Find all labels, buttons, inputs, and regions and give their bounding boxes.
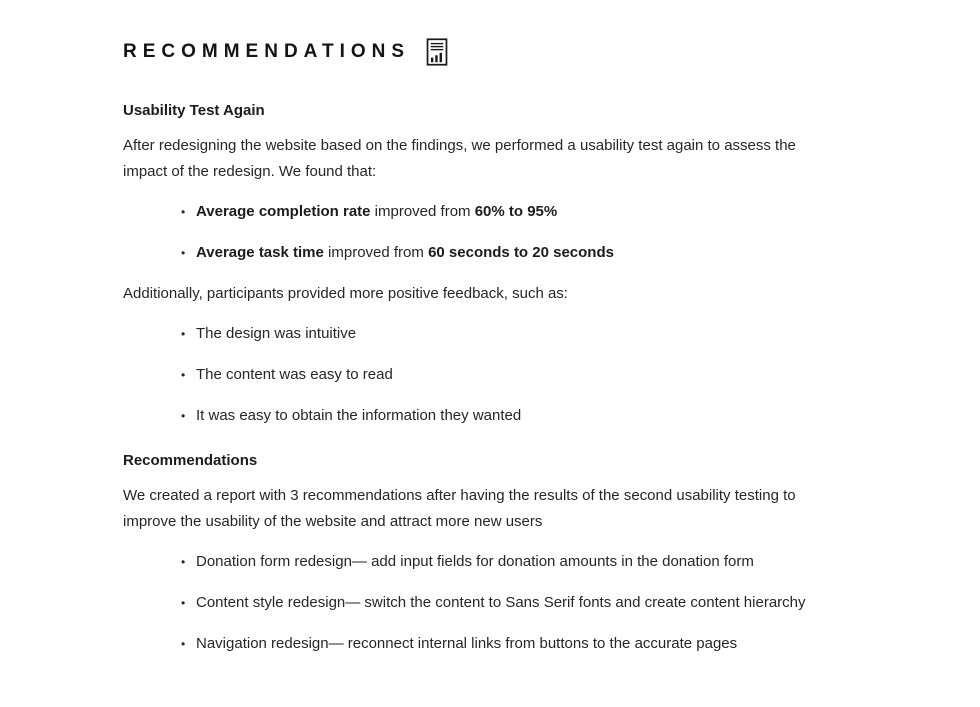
feedback-list	[123, 321, 823, 429]
metric-mid-text: improved from	[323, 244, 429, 261]
list-item: • Navigation redesign— reconnect internal links from buttons to the accurate pages	[181, 631, 823, 657]
list-item: • The design was intuitive	[181, 321, 823, 347]
metric-label: Average completion rate	[196, 203, 371, 220]
feedback-intro-paragraph: Additionally, participants provided more positive feedback, such as:	[123, 285, 568, 302]
list-item	[181, 199, 823, 225]
list-item: • The content was easy to read	[181, 362, 823, 388]
recommendations-intro-paragraph: We created a report with 3 recommendations after having the results of the second usability testing to improve the usability of the website and attract more new users	[123, 487, 796, 530]
metric-label: Average task time	[196, 244, 324, 261]
report-chart-icon	[423, 38, 451, 66]
usability-intro-paragraph: After redesigning the website based on the findings, we performed a usability test again to assess the impact of the redesign. We found that:	[123, 137, 796, 180]
recommendations-section-heading: Recommendations	[123, 452, 258, 469]
list-item: • Donation form redesign— add input fields for donation amounts in the donation form	[181, 549, 823, 575]
metrics-list	[123, 199, 823, 266]
usability-section-heading: Usability Test Again	[123, 102, 265, 119]
list-item: • It was easy to obtain the information they wanted	[181, 403, 823, 429]
list-item	[181, 240, 823, 266]
recommendations-list	[123, 549, 823, 657]
list-item: • Content style redesign— switch the content to Sans Serif fonts and create content hierarchy	[181, 590, 823, 616]
metric-value: 60 seconds to 20 seconds	[428, 244, 614, 261]
page-title: RECOMMENDATIONS	[123, 41, 411, 62]
metric-mid-text: improved from	[370, 203, 475, 220]
metric-value: 60% to 95%	[474, 203, 558, 220]
page-header	[123, 38, 862, 66]
